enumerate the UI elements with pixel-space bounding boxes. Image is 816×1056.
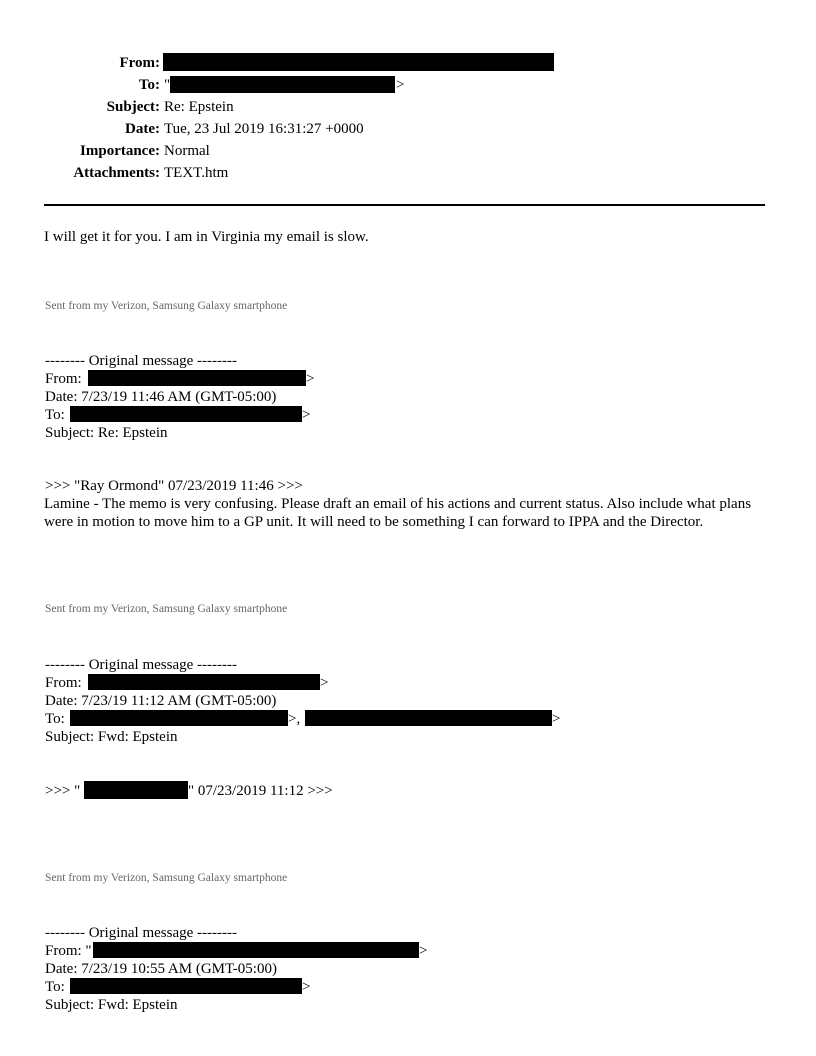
header-attachments-row <box>0 162 816 184</box>
to-label: To: <box>138 77 160 93</box>
msg2-date: Date: 7/23/19 11:12 AM (GMT-05:00) <box>45 693 277 709</box>
msg1-quote-header: >>> "Ray Ormond" 07/23/2019 11:46 >>> <box>45 478 303 494</box>
msg1-date: Date: 7/23/19 11:46 AM (GMT-05:00) <box>45 389 277 405</box>
attachments-value[interactable]: TEXT.htm <box>164 165 229 181</box>
redacted-from-address <box>163 53 554 71</box>
redacted-to-address <box>170 76 395 93</box>
msg2-quote-suffix: " 07/23/2019 11:12 >>> <box>188 783 333 799</box>
original-marker-2: -------- Original message -------- <box>45 657 237 673</box>
date-value: Tue, 23 Jul 2019 16:31:27 +0000 <box>164 121 364 137</box>
signature-3: Sent from my Verizon, Samsung Galaxy smartphone <box>45 872 288 884</box>
importance-label: Importance: <box>80 143 160 159</box>
date-label: Date: <box>125 121 160 137</box>
attachments-label: Attachments: <box>73 165 160 181</box>
msg2-to-separator: >, <box>288 711 301 727</box>
msg2-from-label: From: <box>45 675 82 691</box>
msg2-quote-prefix: >>> " <box>45 783 81 799</box>
msg1-to-bracket: > <box>302 407 311 423</box>
redacted-msg1-to <box>70 406 302 422</box>
signature-1: Sent from my Verizon, Samsung Galaxy smartphone <box>45 300 288 312</box>
header-to-row <box>0 74 816 96</box>
header-importance-row <box>0 140 816 162</box>
to-quote: " <box>164 77 171 93</box>
header-date-row <box>0 118 816 140</box>
msg1-from-label: From: <box>45 371 82 387</box>
redacted-msg3-to <box>70 978 302 994</box>
msg1-to-label: To: <box>45 407 65 423</box>
original-marker-3: -------- Original message -------- <box>45 925 237 941</box>
redacted-msg2-to-2 <box>305 710 552 726</box>
msg2-from-bracket: > <box>320 675 329 691</box>
redacted-msg3-from <box>93 942 419 958</box>
subject-value: Re: Epstein <box>164 99 234 115</box>
reply-text: I will get it for you. I am in Virginia my email is slow. <box>44 229 369 245</box>
importance-value: Normal <box>164 143 210 159</box>
msg3-from-label: From: " <box>45 943 92 959</box>
msg2-subject: Subject: Fwd: Epstein <box>45 729 178 745</box>
redacted-msg2-from <box>88 674 320 690</box>
redacted-msg2-to-1 <box>70 710 288 726</box>
header-subject-row <box>0 96 816 118</box>
msg1-body: Lamine - The memo is very confusing. Please draft an email of his actions and current status. Also include what plans were in motion to move him to a GP unit. It will need to be something I can forward to IPPA and the Director. <box>44 496 752 530</box>
msg1-from-bracket: > <box>306 371 315 387</box>
msg3-to-bracket: > <box>302 979 311 995</box>
msg2-to-label: To: <box>45 711 65 727</box>
msg1-subject: Subject: Re: Epstein <box>45 425 168 441</box>
msg3-date: Date: 7/23/19 10:55 AM (GMT-05:00) <box>45 961 277 977</box>
msg2-to-bracket: > <box>552 711 561 727</box>
subject-label: Subject: <box>106 99 160 115</box>
redacted-msg2-quote-name <box>84 781 188 799</box>
from-label: From: <box>119 55 160 71</box>
msg3-to-label: To: <box>45 979 65 995</box>
signature-2: Sent from my Verizon, Samsung Galaxy smartphone <box>45 603 288 615</box>
msg3-subject: Subject: Fwd: Epstein <box>45 997 178 1013</box>
original-marker-1: -------- Original message -------- <box>45 353 237 369</box>
redacted-msg1-from <box>88 370 306 386</box>
msg3-from-bracket: > <box>419 943 428 959</box>
to-bracket: > <box>396 77 405 93</box>
header-divider <box>44 204 765 206</box>
